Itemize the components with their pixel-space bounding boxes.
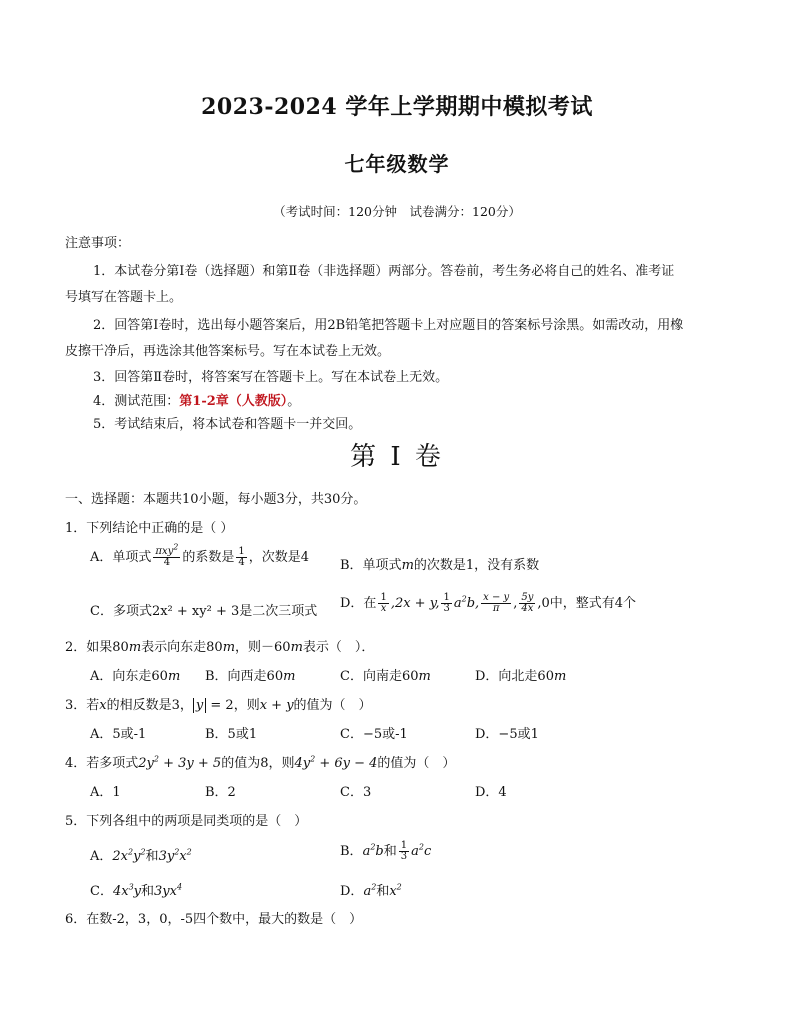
q2-option-a: A．向东走60m — [90, 669, 181, 684]
exam-title: 2023-2024 学年上学期期中模拟考试 — [201, 94, 593, 120]
q1-stem: 1．下列结论中正确的是（ ） — [65, 521, 234, 536]
q2-stem-mid2: ，则－60 — [235, 640, 291, 655]
q1-d-frac-2: $\frac{1}{3}$ — [443, 591, 450, 614]
q1-b-pre: B．单项式 — [340, 558, 402, 573]
exam-info: （考试时间：120分钟 试卷满分：120分） — [273, 204, 521, 219]
q5-option-d: D．$a^2$和$x^2$ — [340, 882, 402, 899]
q3-abs-y: y — [193, 698, 206, 713]
q1-d-post: ,0中，整式有4个 — [537, 596, 637, 611]
note-5: 5．考试结束后，将本试卷和答题卡一并交回。 — [93, 417, 362, 432]
q3-stem-mid2: = 2，则 — [206, 698, 260, 713]
note-3: 3．回答第Ⅱ卷时，将答案写在答题卡上。写在本试卷上无效。 — [93, 370, 449, 385]
q4-option-d: D．4 — [475, 785, 507, 800]
note-4-suffix: 。 — [287, 394, 301, 409]
q1-b-post: 的次数是1，没有系数 — [413, 558, 540, 573]
q5-option-c: C．$4x^3y$和$3yx^4$ — [90, 882, 183, 899]
test-range: 第1-2章（人教版） — [179, 394, 288, 409]
note-1-line-2: 号填写在答题卡上。 — [65, 290, 183, 305]
q2-option-b: B．向西走60m — [205, 669, 296, 684]
q1-a-coefficient: $\frac{1}{4}$ — [238, 545, 245, 568]
q2-unit-1: m — [128, 640, 142, 655]
q4-stem-pre: 4．若多项式 — [65, 756, 139, 771]
exam-subtitle: 七年级数学 — [344, 152, 450, 176]
q1-a-post: ，次数是4 — [248, 550, 310, 565]
note-4-prefix: 4．测试范围： — [93, 394, 180, 409]
q5-option-a: A．$2x^2y^2$和$3y^2x^2$ — [90, 847, 192, 864]
q4-stem: 4．若多项式$2y^2 + 3y + 5$的值为8，则$4y^2 + 6y - 4$的值为（ ） — [65, 754, 456, 771]
q2-stem-post: 表示（ ）． — [302, 640, 375, 655]
q2-option-c: C．向南走60m — [340, 669, 431, 684]
q3-option-c: C．−5或-1 — [340, 727, 408, 742]
volume-title: 第 I 卷 — [350, 442, 444, 472]
q4-option-b: B．2 — [205, 785, 236, 800]
notes-heading: 注意事项： — [65, 236, 131, 251]
q5-stem: 5．下列各组中的两项是同类项的是（ ） — [65, 814, 308, 829]
q3-stem: 3．若x的相反数是3， y = 2，则x + y的值为（ ） — [65, 698, 372, 713]
q3-stem-mid: 的相反数是3， — [106, 698, 193, 713]
q1-b-var: m — [401, 558, 414, 573]
section-1-heading: 一、选择题：本题共10小题，每小题3分，共30分。 — [65, 492, 367, 507]
q6-stem: 6．在数-2，3，0，-5四个数中，最大的数是（ ） — [65, 912, 363, 927]
q2-unit-3: m — [290, 640, 303, 655]
q3-stem-pre: 3．若 — [65, 698, 100, 713]
q2-stem-pre: 2．如果80 — [65, 640, 129, 655]
q5-option-b: B．$a^2b$和 $\frac{1}{3}$ $a^2c$ — [340, 839, 432, 862]
q4-stem-mid: 的值为8，则 — [221, 756, 295, 771]
q1-option-a — [90, 542, 310, 569]
q3-option-b: B．5或1 — [205, 727, 258, 742]
q3-stem-post: 的值为（ ） — [293, 698, 372, 713]
note-2-line-2: 皮擦干净后，再选涂其他答案标号。写在本试卷上无效。 — [65, 344, 391, 359]
q4-stem-post: 的值为（ ） — [377, 756, 456, 771]
q1-option-d: D．在 $\frac{1}{x}$ ,2x + y, $\frac{1}{3}$ $a^2b$, $\frac{x - y}{\pi}$ , $\frac{5y}{4x}$ ,0中，整式有4个 — [340, 591, 637, 614]
q1-d-frac-4: $\frac{5y}{4x}$ — [521, 591, 534, 614]
note-1-line-1: 1．本试卷分第Ⅰ卷（选择题）和第Ⅱ卷（非选择题）两部分。答卷前，考生务必将自己的姓名、准考证 — [93, 264, 675, 279]
q4-option-c: C．3 — [340, 785, 372, 800]
note-4 — [93, 390, 300, 409]
q1-a-pre: A．单项式 — [90, 550, 152, 565]
q1-d-pre: D．在 — [340, 596, 377, 611]
q1-d-frac-3: $\frac{x - y}{\pi}$ — [483, 591, 510, 614]
q3-option-a: A．5或-1 — [90, 727, 147, 742]
q2-stem — [65, 636, 374, 655]
q2-unit-2: m — [222, 640, 236, 655]
q1-a-mid: 的系数是 — [182, 550, 235, 565]
q1-d-frac-1: $\frac{1}{x}$ — [380, 591, 387, 614]
q1-option-c: C．多项式2x² + xy² + 3是二次三项式 — [90, 604, 318, 619]
q4-option-a: A．1 — [90, 785, 121, 800]
q1-option-b — [340, 554, 539, 573]
q1-a-monomial: $\frac{\pi xy^2}{4}$ — [155, 542, 179, 568]
q2-stem-mid: 表示向东走80 — [141, 640, 223, 655]
q2-option-d: D．向北走60m — [475, 669, 567, 684]
q3-option-d: D．−5或1 — [475, 727, 539, 742]
note-2-line-1: 2．回答第Ⅰ卷时，选出每小题答案后，用2B铅笔把答题卡上对应题目的答案标号涂黑。如需改动，用橡 — [93, 318, 684, 333]
